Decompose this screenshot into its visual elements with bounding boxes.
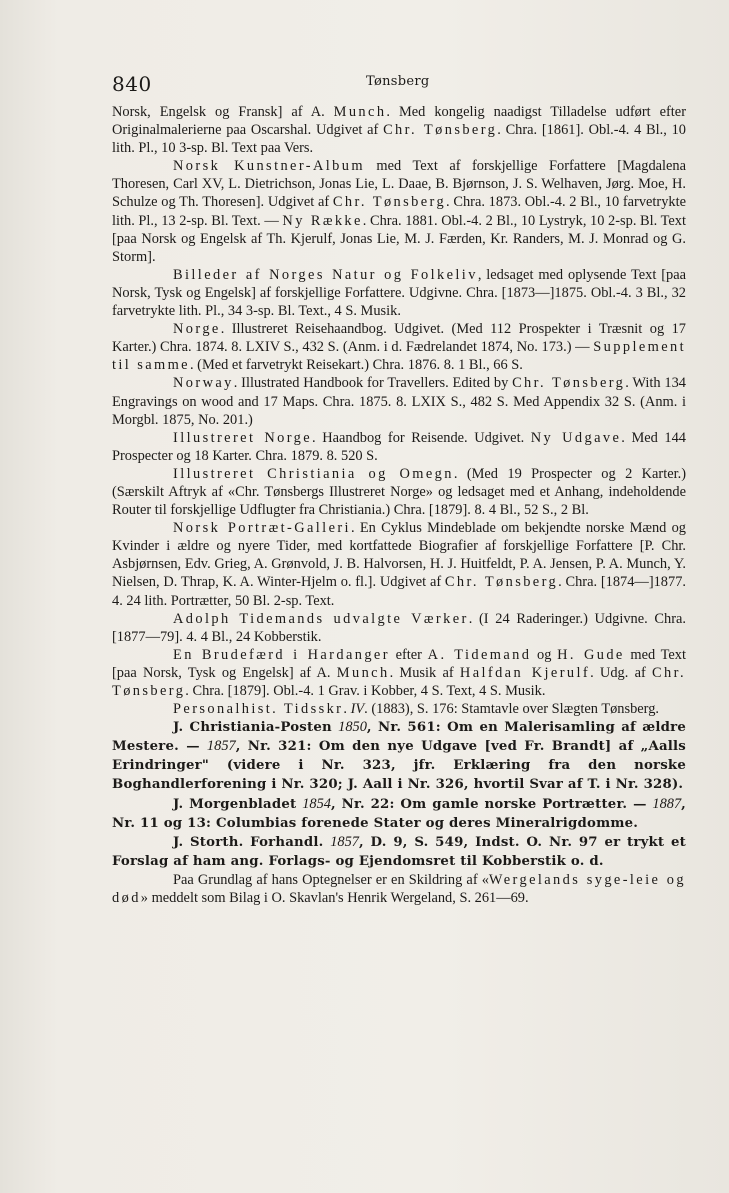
spaced-title: Chr. Tønsberg: [512, 375, 626, 392]
entry-text: . Haandbog for Reisende. Udgivet.: [312, 429, 531, 446]
spaced-title: Chr. Tønsberg: [332, 194, 447, 211]
spaced-title: Chr. Tønsberg: [383, 122, 498, 139]
spaced-title: Adolph Tidemands udvalgte Værker: [173, 610, 469, 627]
bibliography-body: [112, 103, 686, 907]
spaced-title: Ny Udgave: [530, 429, 622, 446]
bibliography-entry: [112, 871, 686, 907]
spaced-title: Billeder af Norges Natur og Folkeliv: [173, 266, 478, 283]
fraktur-text: , Nr. 11 og 13: Columbias forenede Stater og deres Mineralrigdomme.: [112, 796, 686, 831]
italic-text: IV: [350, 701, 365, 718]
fraktur-text: J. Morgenbladet: [173, 796, 303, 812]
bibliography-entry: [112, 374, 686, 428]
entry-text: . (Med 19 Prospecter og 2 Karter.) (Særskilt Aftryk af «Chr. Tønsbergs Illustreret Norge» og ledsaget med et Anhang, indeholdende Router til forskjellige Udflugter fra Christiania.) Chra. [1879]. 8. 4 Bl., 52 S., 2 Bl.: [112, 465, 687, 519]
italic-text: 1857: [330, 833, 359, 850]
spaced-title: Munch: [336, 664, 390, 681]
italic-text: 1857: [206, 738, 236, 755]
bibliography-entry: [112, 795, 686, 833]
spaced-title: Chr. Tønsberg: [444, 574, 559, 591]
entry-text: . (1883), S. 176: Stamtavle over Slægten Tønsberg.: [364, 701, 660, 718]
entry-text: . Chra. 1881. Obl.-4. 2 Bl., 10 Lystryk, 10 2-sp. Bl. Text [paa Norsk og Engelsk af Th. Kjerulf, Jonas Lie, M. J. Færden, Kr. Randers, M. J. Monrad og G. Storm].: [112, 212, 686, 265]
spaced-title: Norge: [173, 321, 221, 338]
entry-text: . Med kongelig naadigst Tilladelse udført efter Originalmalerierne paa Oscarshal. Udgivet af: [112, 104, 686, 139]
entry-text: . En Cyklus Mindeblade om bekjendte norske Mænd og Kvinder i ældre og nyere Tider, med kortfattede Biografier af forskjellige Forfattere [P. Chr. Asbjørnsen, Edv. Grieg, A. Grønvold, J. B. Halvorsen, H. J. Huitfeldt, P. A. Jensen, P. A. Munch, Y. Nielsen, D. Thrap, K. A. Winter-Hjelm o. fl.]. Udgivet af: [112, 520, 686, 591]
entry-text: . Udg. af: [590, 664, 653, 681]
entry-text: med Text [paa Norsk, Tysk og Engelsk] af A.: [112, 646, 686, 681]
spaced-title: Chr. Tønsberg: [112, 664, 687, 699]
spaced-title: Norsk Kunstner-Album: [173, 158, 365, 175]
bibliography-entry: [112, 833, 686, 871]
entry-text: » meddelt som Bilag i O. Skavlan's Henrik Wergeland, S. 261—69.: [140, 890, 529, 907]
entry-text: Norsk, Engelsk og Fransk] af A.: [112, 104, 334, 120]
bibliography-entry: [112, 519, 686, 609]
spaced-title: Halfdan Kjerulf: [459, 664, 591, 681]
entry-text: . Chra. [1879]. Obl.-4. 1 Grav. i Kobber, 4 S. Text, 4 S. Musik.: [185, 683, 546, 699]
spaced-title: Illustreret Christiania og Omegn: [173, 465, 454, 482]
entry-text: , ledsaget med oplysende Text [paa Norsk, Tysk og Engelsk] af forskjellige Forfattere. Udgivne. Chra. [1873—]1875. Obl.-4. 3 Bl., 32 farvetrykte lith. Pl., 34 3-sp. Bl. Text., 4 S. Musik.: [112, 266, 686, 320]
spaced-title: Supplement til samme: [112, 339, 686, 374]
entry-text: . Chra. 1873. Obl.-4. 2 Bl., 10 farvetrykte lith. Pl., 13 2-sp. Bl. Text. —: [112, 194, 686, 229]
entry-text: efter: [389, 646, 428, 663]
italic-text: 1887: [652, 795, 682, 812]
italic-text: 1850: [338, 719, 367, 736]
entry-text: . Chra. [1861]. Obl.-4. 4 Bl., 10 lith. Pl., 10 3-sp. Bl. Text paa Vers.: [112, 122, 686, 157]
bibliography-entry: [112, 718, 686, 794]
bibliography-entry: [112, 465, 686, 519]
fraktur-text: , Nr. 561: Om en Malerisamling af ældre Mestere. —: [112, 720, 686, 755]
bibliography-entry: [112, 320, 686, 374]
fraktur-text: , Nr. 22: Om gamle norske Portrætter. —: [330, 796, 653, 812]
entry-text: . Illustreret Reisehaandbog. Udgivet. (Med 112 Prospekter i Træsnit og 17 Karter.) Chra. 1874. 8. LXIV S., 432 S. (Anm. i d. Fædrelandet 1874, No. 173.) —: [112, 321, 686, 356]
spaced-title: Illustreret Norge: [173, 429, 313, 446]
entry-text: . With 134 Engravings on wood and 17 Maps. Chra. 1875. 8. LXIX S., 482 S. Med Appendix 32 S. (Anm. i Morgbl. 1875, No. 201.): [112, 375, 686, 428]
entry-text: og: [531, 646, 558, 663]
spaced-title: Wergelands syge-leie og død: [112, 871, 686, 907]
entry-text: . (Med et farvetrykt Reisekart.) Chra. 1876. 8. 1 Bl., 66 S.: [189, 357, 523, 374]
bibliography-entry: [112, 429, 686, 465]
fraktur-text: , D. 9, S. 549, Indst. O. Nr. 97 er trykt et Forslag af ham ang. Forlags- og Ejendomsret til Kobberstik o. d.: [112, 834, 686, 869]
spaced-title: Norway: [173, 375, 234, 392]
entry-text: . Illustrated Handbook for Travellers. Edited by: [233, 375, 513, 392]
bibliography-entry: [112, 266, 686, 320]
spaced-title: En Brudefærd i Hardanger: [173, 646, 390, 663]
spaced-title: Personalhist. Tidsskr: [173, 701, 344, 718]
fraktur-text: J. Christiania-Posten: [173, 720, 339, 736]
spaced-title: Norsk Portræt-Galleri: [173, 520, 351, 537]
entry-text: . Musik af: [389, 664, 460, 681]
fraktur-text: J. Storth. Forhandl.: [173, 834, 331, 850]
entry-text: Paa Grundlag af hans Optegnelser er en Skildring af «: [173, 871, 489, 888]
fraktur-text: , Nr. 321: Om den nye Udgave [ved Fr. Brandt] af „Aalls Erindringer" (videre i Nr. 323, jfr. Erklæring fra den norske Boghandlerforening i Nr. 320; J. Aall i Nr. 326, hvortil Svar af T. i Nr. 328).: [112, 739, 686, 793]
bibliography-entry: [112, 157, 686, 266]
bibliography-entry: [112, 646, 686, 700]
page-number: 840: [112, 72, 152, 96]
bibliography-entry: [112, 610, 686, 646]
spaced-title: Ny Række: [282, 212, 363, 229]
entry-text: . Chra. [1874—]1877. 4. 24 lith. Portrætter, 50 Bl. 2-sp. Text.: [112, 574, 686, 609]
spaced-title: H. Gude: [557, 646, 625, 663]
spaced-title: A. Tidemand: [427, 646, 532, 663]
bibliography-entry: [112, 103, 686, 157]
bibliography-entry: [112, 700, 686, 718]
entry-text: . (I 24 Raderinger.) Udgivne. Chra. [1877—79]. 4. 4 Bl., 24 Kobberstik.: [112, 610, 686, 645]
running-title: Tønsberg: [366, 74, 430, 89]
spaced-title: Munch: [333, 104, 387, 120]
entry-text: med Text af forskjellige Forfattere [Magdalena Thoresen, Carl XV, L. Dietrichson, Jonas Lie, L. Daae, B. Bjørnson, J. S. Welhaven, Jørg. Moe, H. Schulze og Th. Thoresen]. Udgivet af: [112, 158, 686, 211]
entry-text: .: [343, 701, 351, 718]
entry-text: . Med 144 Prospecter og 18 Karter. Chra. 1879. 8. 520 S.: [112, 429, 686, 464]
italic-text: 1854: [302, 795, 331, 812]
